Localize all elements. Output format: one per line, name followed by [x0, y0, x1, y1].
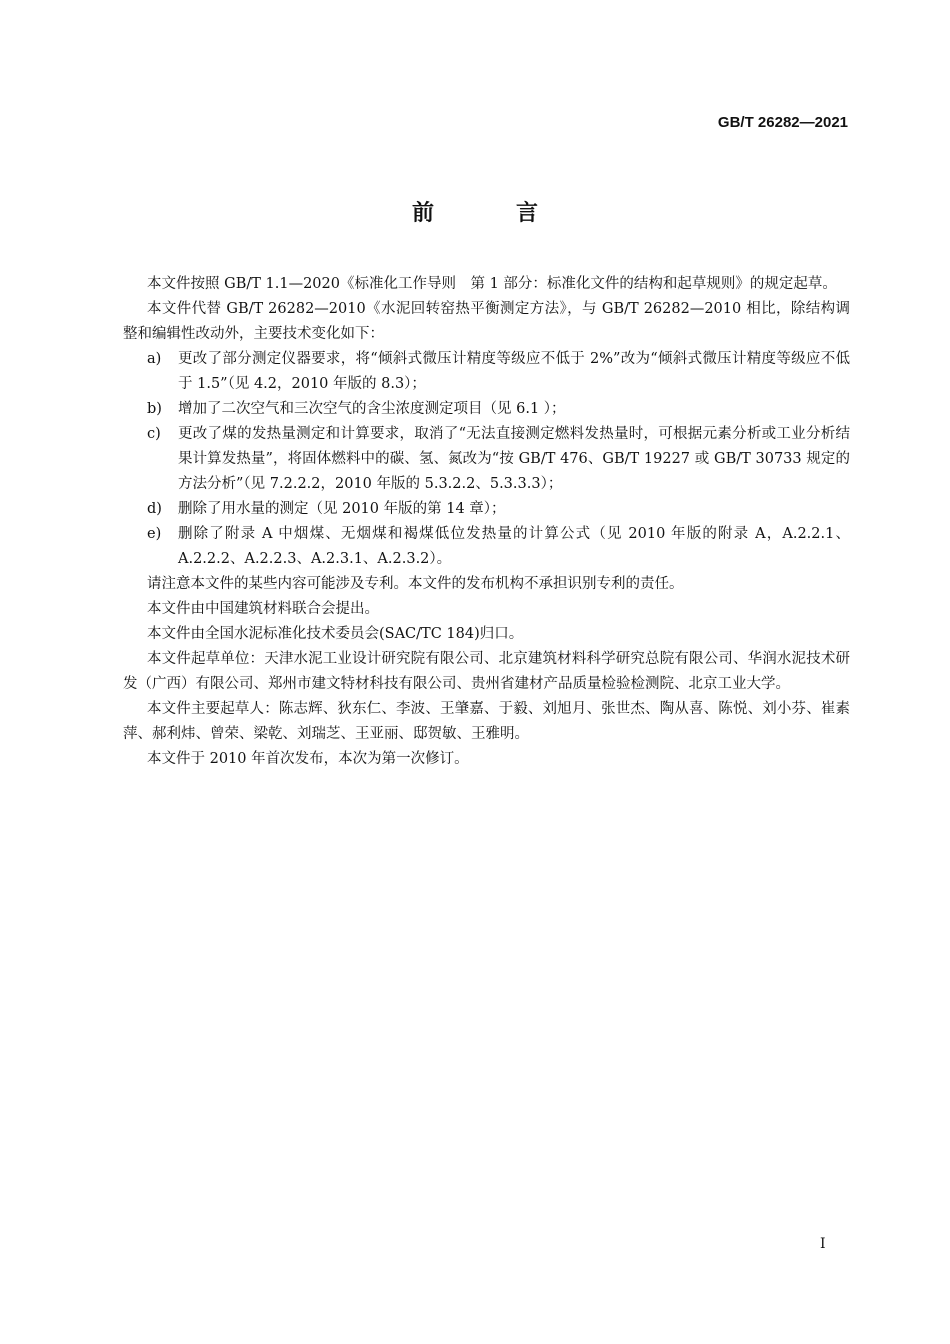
list-label: a) — [147, 351, 162, 367]
list-label: e) — [147, 526, 162, 542]
document-body — [123, 272, 850, 772]
list-item — [123, 497, 850, 522]
list-text: 更改了部分测定仪器要求，将“倾斜式微压计精度等级应不低于 2%”改为“倾斜式微压计精度等级应不低于 1.5”（见 4.2，2010 年版的 8.3）； — [178, 351, 850, 392]
paragraph: 本文件主要起草人：陈志辉、狄东仁、李波、王肇嘉、于毅、刘旭月、张世杰、陶从喜、陈悦、刘小芬、崔素萍、郝利炜、曾荣、梁乾、刘瑞芝、王亚丽、邸贺敏、王雅明。 — [123, 701, 850, 742]
list-item — [123, 397, 850, 422]
list-label: b) — [147, 401, 162, 417]
list-text: 删除了附录 A 中烟煤、无烟煤和褐煤低位发热量的计算公式（见 2010 年版的附录 A，A.2.2.1、A.2.2.2、A.2.2.3、A.2.3.1、A.2.3.2）。 — [178, 526, 850, 567]
list-label: c) — [147, 426, 161, 442]
standard-number: GB/T 26282—2021 — [717, 114, 848, 131]
paragraph: 本文件由中国建筑材料联合会提出。 — [147, 601, 379, 617]
list-label: d) — [147, 501, 162, 517]
paragraph: 本文件按照 GB/T 1.1—2020《标准化工作导则 第 1 部分：标准化文件的结构和起草规则》的规定起草。 — [147, 276, 837, 292]
paragraph: 本文件代替 GB/T 26282—2010《水泥回转窑热平衡测定方法》，与 GB/T 26282—2010 相比，除结构调整和编辑性改动外，主要技术变化如下： — [123, 301, 850, 342]
list-text: 更改了煤的发热量测定和计算要求，取消了“无法直接测定燃料发热量时，可根据元素分析或工业分析结果计算发热量”，将固体燃料中的碳、氢、氮改为“按 GB/T 476、GB/T 19227 或 GB/T 30733 规定的方法分析”（见 7.2.2.2，2010 年版的 5.3.2.2、5.3.3.3）； — [178, 426, 850, 492]
page-title: 前 言 — [411, 201, 568, 226]
paragraph: 请注意本文件的某些内容可能涉及专利。本文件的发布机构不承担识别专利的责任。 — [147, 576, 684, 592]
list-item — [123, 522, 850, 572]
list-text: 增加了二次空气和三次空气的含尘浓度测定项目（见 6.1 ）； — [178, 401, 566, 417]
paragraph: 本文件于 2010 年首次发布，本次为第一次修订。 — [147, 751, 469, 767]
paragraph: 本文件由全国水泥标准化技术委员会(SAC/TC 184)归口。 — [147, 626, 524, 642]
paragraph: 本文件起草单位：天津水泥工业设计研究院有限公司、北京建筑材料科学研究总院有限公司、华润水泥技术研发（广西）有限公司、郑州市建文特材科技有限公司、贵州省建材产品质量检验检测院、北京工业大学。 — [123, 651, 850, 692]
list-item — [123, 422, 850, 497]
page-number: I — [820, 1236, 826, 1252]
list-item — [123, 347, 850, 397]
list-text: 删除了用水量的测定（见 2010 年版的第 14 章）； — [178, 501, 506, 517]
